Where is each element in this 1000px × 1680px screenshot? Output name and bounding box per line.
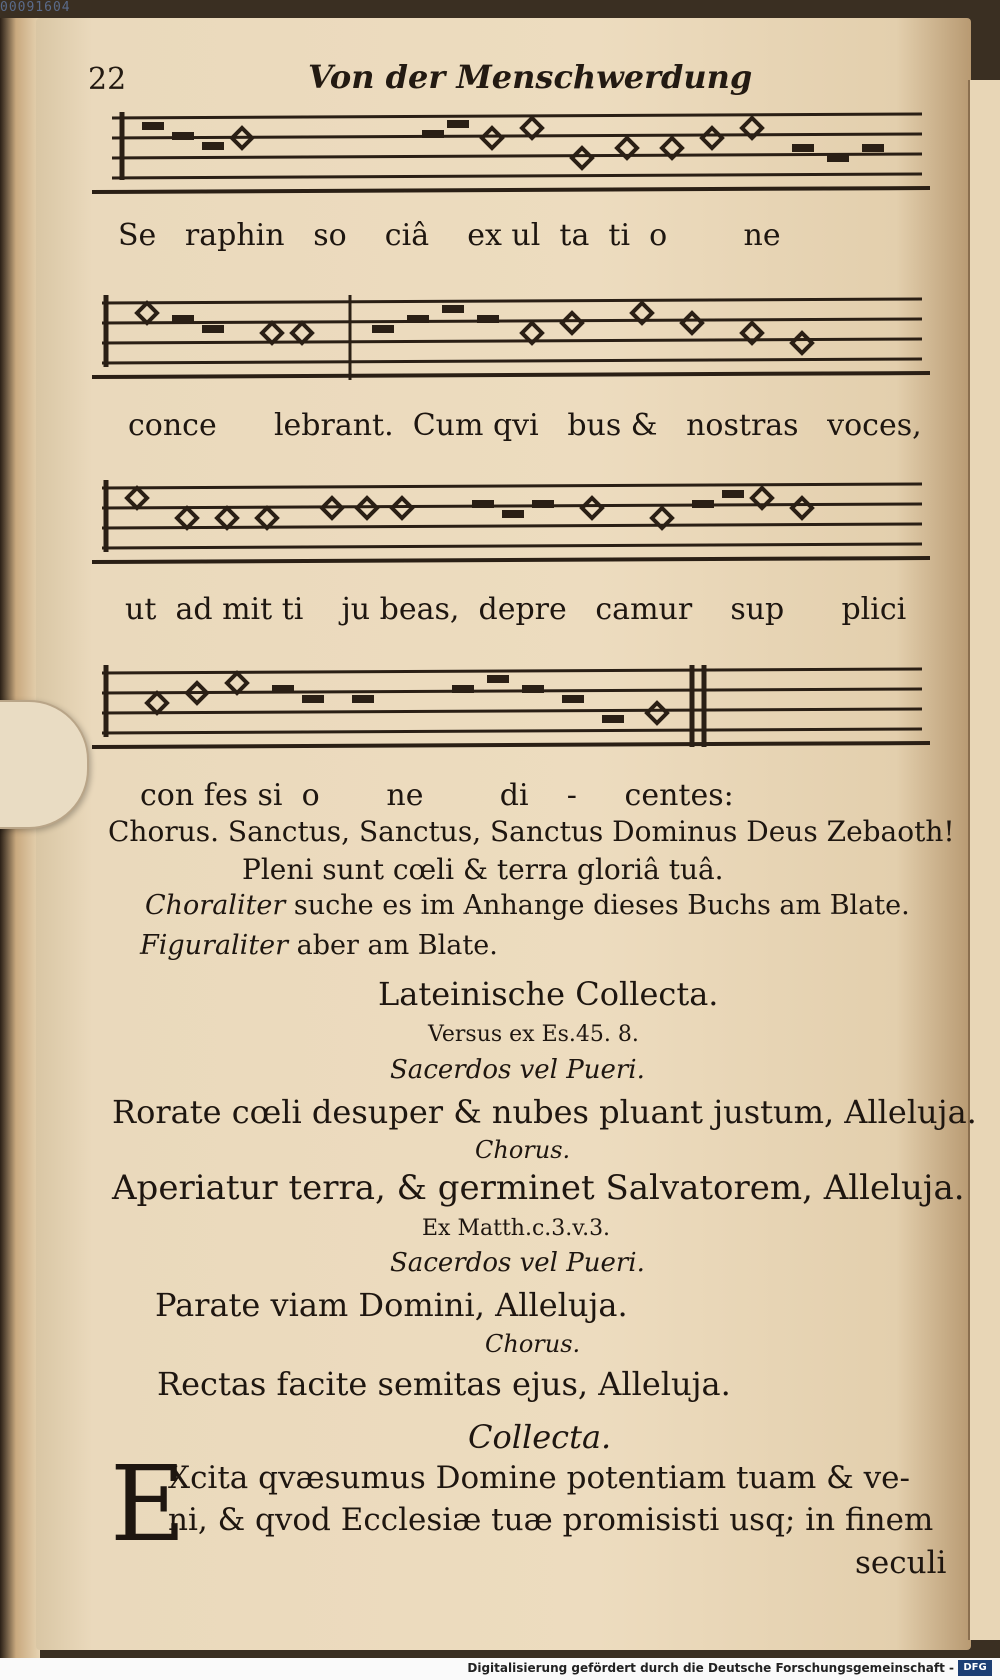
lyrics-line-2: conce lebrant. Cum qvi bus & nostras voces, <box>128 408 922 443</box>
role-sacerdos-1: Sacerdos vel Pueri. <box>390 1055 645 1085</box>
rectas-line: Rectas facite semitas ejus, Alleluja. <box>157 1365 731 1403</box>
music-staff-1 <box>92 100 930 200</box>
role-sacerdos-2: Sacerdos vel Pueri. <box>390 1248 645 1278</box>
aperiatur-line: Aperiatur terra, & germinet Salvatorem, Alleluja. <box>112 1168 965 1208</box>
choraliter-label: Choraliter <box>145 890 286 921</box>
figuraliter-text: aber am Blate. <box>296 930 498 961</box>
figuraliter-label: Figuraliter <box>140 930 289 961</box>
dfg-logo: DFG <box>958 1660 992 1676</box>
music-staff-4 <box>92 655 930 755</box>
prayer-line-2: ni, & qvod Ecclesiæ tuæ promisisti usq; in finem <box>168 1502 934 1538</box>
drop-cap-initial: E <box>110 1443 186 1565</box>
chorus-sanctus-line: Chorus. Sanctus, Sanctus, Sanctus Dominus Deus Zebaoth! <box>108 815 955 848</box>
lyrics-line-4: con fes si o ne di - centes: <box>140 778 734 813</box>
figuraliter-line <box>140 930 498 961</box>
page-number: 22 <box>88 62 127 97</box>
role-chorus-1: Chorus. <box>475 1136 571 1164</box>
staff-4-notation <box>92 655 930 755</box>
rorate-line: Rorate cœli desuper & nubes pluant justum, Alleluja. <box>112 1093 977 1131</box>
versus-reference: Versus ex Es.45. 8. <box>428 1022 639 1047</box>
matthew-reference: Ex Matth.c.3.v.3. <box>422 1216 611 1241</box>
scan-id-label: 00091604 <box>0 0 71 15</box>
running-head: Von der Menschwerdung <box>308 58 753 96</box>
choraliter-text: suche es im Anhange dieses Buchs am Blate. <box>293 890 910 921</box>
collecta-subheading: Collecta. <box>468 1418 612 1456</box>
role-chorus-2: Chorus. <box>485 1330 581 1358</box>
parate-line: Parate viam Domini, Alleluja. <box>155 1286 628 1324</box>
book-edge <box>0 18 40 1658</box>
staff-3-notation <box>92 470 930 570</box>
staff-1-notation <box>92 100 930 200</box>
music-staff-2 <box>92 285 930 385</box>
music-staff-3 <box>92 470 930 570</box>
chorus-pleni-line: Pleni sunt cœli & terra gloriâ tuâ. <box>242 853 724 886</box>
choraliter-line <box>145 890 910 921</box>
adjacent-page-edge <box>968 80 1000 1640</box>
footer-bar <box>0 1658 1000 1680</box>
lyrics-line-3: ut ad mit ti ju beas, depre camur sup plici <box>125 592 907 627</box>
prayer-line-1: Xcita qvæsumus Domine potentiam tuam & ve- <box>168 1460 910 1496</box>
catchword: seculi <box>855 1545 947 1581</box>
collecta-heading: Lateinische Collecta. <box>378 975 719 1013</box>
staff-2-notation <box>92 285 930 385</box>
lyrics-line-1: Se raphin so ciâ ex ul ta ti o ne <box>118 218 781 253</box>
digitization-credit: Digitalisierung gefördert durch die Deutsche Forschungsgemeinschaft - <box>467 1661 954 1675</box>
